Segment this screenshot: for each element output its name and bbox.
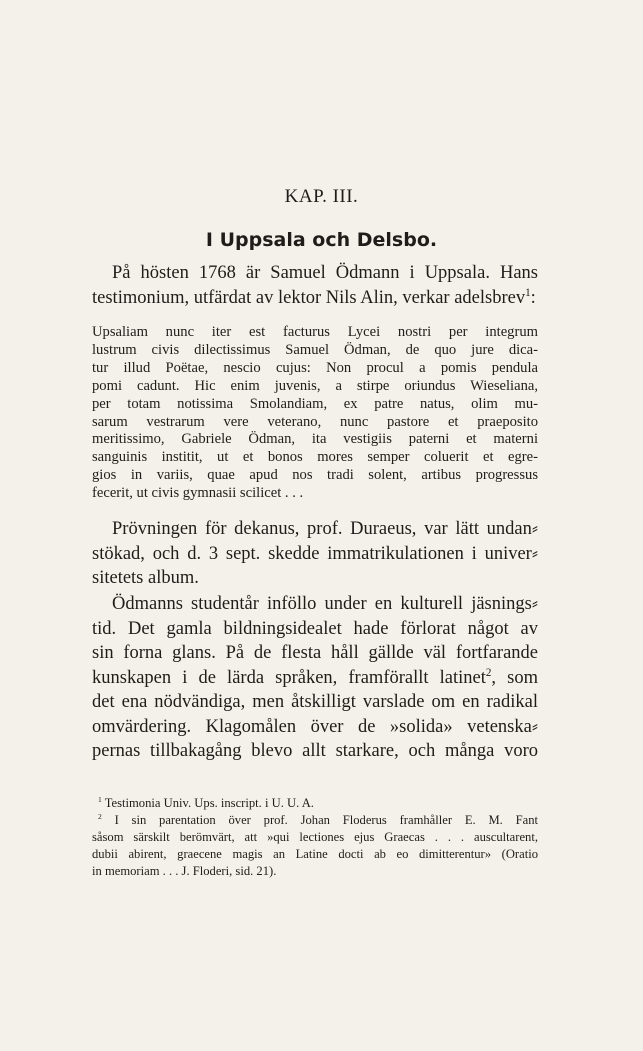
quote-line: per totam notissima Smolandiam, ex patre natus, olim mu- (92, 395, 538, 412)
quote-line: fecerit, ut civis gymnasii scilicet . . . (92, 485, 304, 502)
text-line: omvärdering. Klagomålen över de »solida» vetenska⸗ (92, 716, 538, 737)
quote-line: Upsaliam nunc iter est facturus Lycei nostri per integrum (92, 324, 538, 340)
quote-line: meritissimo, Gabriele Ödman, ita vestigiis paterni et materni (92, 431, 538, 448)
text-line: det ena nödvändiga, men åtskilligt varslade om en radikal (92, 692, 538, 712)
text-line: testimonium, utfärdat av lektor Nils Alin, verkar adelsbrev$^1$: (92, 286, 536, 308)
chapter-heading: KAP. III. (284, 186, 359, 207)
quote-line: sarum vestrarum vere veterano, nunc pastore et praeposito (92, 413, 538, 430)
chapter-title: I Uppsala och Delsbo. (205, 229, 438, 251)
footnote-line: såsom särskilt berömvärt, att »qui lectiones ejus Graecas . . . auscultarent, (92, 829, 538, 844)
quote-line: lustrum civis dilectissimus Samuel Ödman, de quo jure dica- (92, 341, 538, 358)
footnotes (92, 795, 538, 880)
quote-line: sanguinis institit, ut et bonos mores semper coluerit et egre- (92, 449, 538, 466)
text-line: sitetets album. (92, 568, 199, 588)
footnote-line: dubii abirent, graecene magis an Latine docti ab eo dimitterentur» (Oratio (92, 846, 538, 861)
text-line: På hösten 1768 är Samuel Ödmann i Uppsala. Hans (112, 263, 538, 283)
text-line: Prövningen för dekanus, prof. Duraeus, var lätt undan⸗ (112, 519, 538, 539)
text-line: kunskapen i de lärda språken, framförallt latinet$^2$, som (92, 666, 538, 688)
quote-line: pomi cadunt. Hic enim juvenis, a stirpe oriundus Wieseliana, (92, 377, 538, 394)
text-line: stökad, och d. 3 sept. skedde immatrikulationen i univer⸗ (92, 543, 538, 564)
footnote-ref-2: 2 (485, 666, 492, 679)
quote-line: gios in variis, quae apud nos tradi solent, artibus progressus (92, 467, 538, 484)
footnote-ref-1: 1 (525, 286, 531, 299)
text-line: Ödmanns studentår inföllo under en kulturell jäsnings⸗ (112, 594, 538, 614)
footnote-marker: 2 (98, 811, 102, 821)
quote-line: tur illud Poëtae, nescio cujus: Non procul a pomis pendula (92, 359, 538, 376)
paragraph-1 (92, 261, 538, 310)
footnote-2: $^2$ I sin parentation över prof. Johan Floderus framhåller E. M. Fant (98, 811, 538, 827)
paragraph-3 (92, 592, 538, 764)
text-line: sin forna glans. På de flesta håll gällde väl fortfarande (92, 643, 538, 663)
footnote-marker: 1 (98, 794, 102, 804)
footnote-line: in memoriam . . . J. Floderi, sid. 21). (92, 863, 277, 878)
text-line: tid. Det gamla bildningsidealet hade förlorat något av (92, 618, 538, 639)
latin-quote (92, 324, 538, 503)
paragraph-2 (92, 517, 538, 591)
text-line: pernas tillbakagång blevo allt starkare, och många voro (92, 741, 538, 761)
footnote-1: $^1$ Testimonia Univ. Ups. inscript. i U. U. A. (98, 794, 314, 810)
